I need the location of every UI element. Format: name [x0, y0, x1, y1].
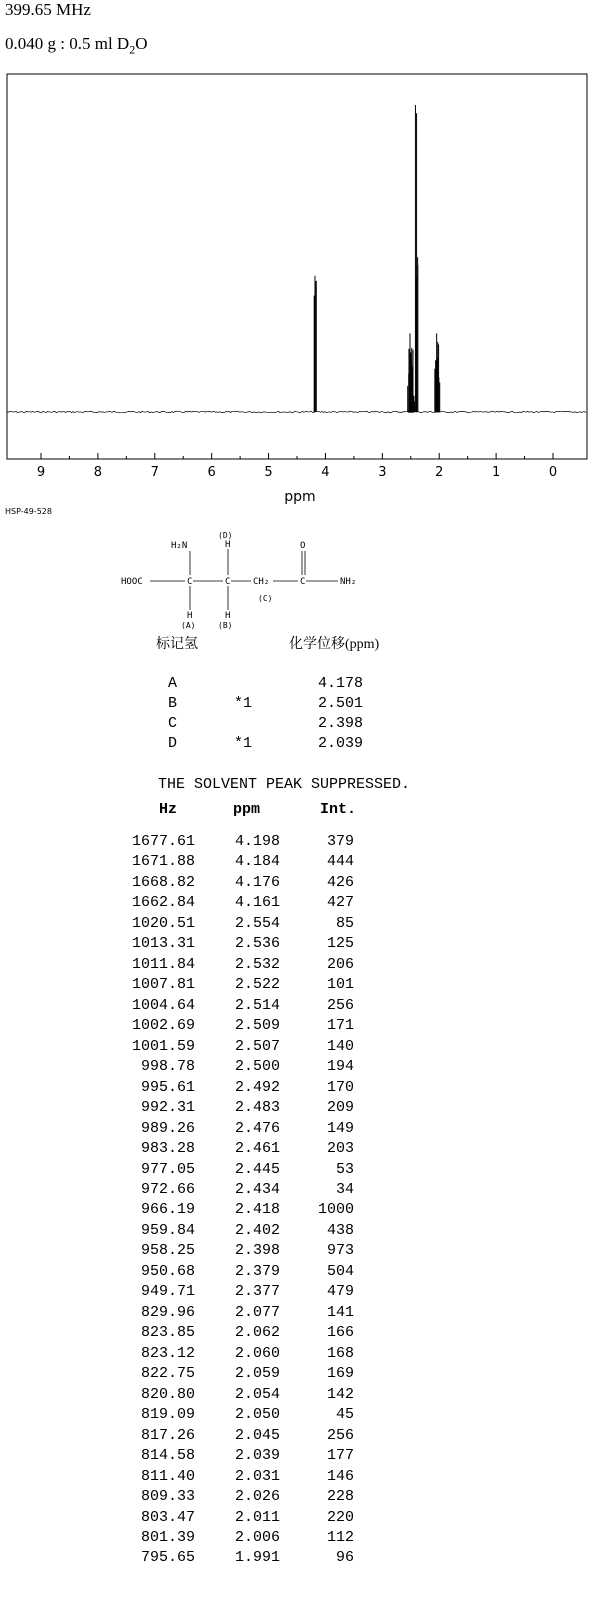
peak-int: 228: [326, 1488, 354, 1506]
peak-int: 438: [326, 1221, 354, 1239]
peak-int: 206: [326, 955, 354, 973]
peak-ppm: 2.522: [234, 976, 280, 994]
peak-int: 256: [326, 996, 354, 1014]
peak-int: 53: [335, 1160, 354, 1178]
peak-int: 166: [326, 1324, 354, 1342]
assignment-label: A: [168, 675, 178, 692]
peak-int: 220: [326, 1508, 354, 1526]
peak-hz: 1671.88: [131, 853, 195, 871]
peak-hz: 1020.51: [131, 914, 195, 932]
peak-int: 168: [326, 1344, 354, 1362]
assign-header-shift: 化学位移(ppm): [289, 637, 380, 652]
peak-ppm: 2.536: [234, 935, 280, 953]
peak-int: 45: [335, 1406, 354, 1424]
assignment-label: C: [168, 715, 178, 732]
carbon-beta: C: [225, 577, 231, 587]
x-tick-label: 3: [378, 465, 387, 480]
x-tick-label: 1: [491, 465, 501, 480]
peak-ppm: 2.039: [234, 1447, 280, 1465]
peak-hz: 1668.82: [131, 873, 195, 891]
peak-ppm: 2.461: [234, 1140, 280, 1158]
peak-int: 379: [326, 833, 354, 850]
peak-int: 177: [326, 1447, 354, 1465]
peak-ppm: 2.398: [234, 1242, 280, 1260]
peak-int: 479: [326, 1283, 354, 1301]
peak-hz: 995.61: [140, 1078, 195, 1096]
peak-hz: 801.39: [140, 1528, 195, 1546]
peak-hz: 795.65: [140, 1549, 195, 1567]
peak-hz: 822.75: [140, 1365, 195, 1383]
assignment-shift: 2.398: [318, 715, 364, 732]
bonds: [150, 549, 338, 610]
peak-ppm: 4.198: [234, 833, 280, 850]
peak-hz: 989.26: [140, 1119, 195, 1137]
peak-ppm: 2.509: [234, 1017, 280, 1035]
peak-hz: 1001.59: [131, 1037, 195, 1055]
peak-int: 194: [326, 1058, 354, 1076]
x-tick-label: 6: [207, 465, 216, 480]
assignment-note: *1: [234, 695, 253, 712]
peak-hz: 1677.61: [131, 833, 195, 850]
assign-header-label: 标记氢: [156, 637, 198, 652]
peak-hz: 998.78: [140, 1058, 195, 1076]
peak-ppm: 4.176: [234, 873, 280, 891]
baseline-trace: [7, 411, 586, 413]
spectrum-code: HSP-49-528: [5, 507, 52, 516]
peak-hz: 959.84: [140, 1221, 195, 1239]
peak-int: 209: [326, 1099, 354, 1117]
hydrogen-b: H: [225, 611, 231, 621]
peak-hz: 809.33: [140, 1488, 195, 1506]
carbonyl-carbon: C: [300, 577, 306, 587]
peak-int: 973: [326, 1242, 354, 1260]
x-tick-label: 5: [264, 465, 273, 480]
peak-int: 141: [326, 1303, 354, 1321]
x-tick-label: 7: [150, 465, 159, 480]
peak-header-ppm: ppm: [233, 801, 261, 818]
peak-int: 149: [326, 1119, 354, 1137]
peak-int: 169: [326, 1365, 354, 1383]
peak-int: 125: [326, 935, 354, 953]
peak-ppm: 2.507: [234, 1037, 280, 1055]
x-tick-label: 2: [435, 465, 444, 480]
peak-hz: 820.80: [140, 1385, 195, 1403]
peak-int: 427: [326, 894, 354, 912]
assignment-shift: 2.039: [318, 735, 364, 752]
peak-hz: 958.25: [140, 1242, 195, 1260]
peak-hz: 950.68: [140, 1262, 195, 1280]
assignment-shift: 4.178: [318, 675, 364, 692]
peak-ppm: 2.060: [234, 1344, 280, 1362]
assignment-label: D: [168, 735, 178, 752]
spectrum-peaks: [314, 105, 440, 412]
peak-ppm: 2.492: [234, 1078, 280, 1096]
x-tick-label: 4: [321, 465, 330, 480]
peak-int: 1000: [317, 1201, 354, 1219]
peak-ppm: 2.379: [234, 1262, 280, 1280]
peak-hz: 1004.64: [131, 996, 195, 1014]
peak-header-int: Int.: [320, 801, 357, 818]
spectrum-baseline: [7, 411, 586, 413]
spectrometer-frequency: 399.65 MHz: [5, 0, 91, 19]
peak-int: 96: [335, 1549, 354, 1567]
peak-ppm: 2.011: [234, 1508, 280, 1526]
peak-ppm: 2.006: [234, 1528, 280, 1546]
label-c: (C): [258, 594, 273, 603]
peak-hz: 817.26: [140, 1426, 195, 1444]
peak-ppm: 2.054: [234, 1385, 280, 1403]
amide-nh2: NH₂: [340, 577, 357, 587]
peak-hz: 829.96: [140, 1303, 195, 1321]
peak-hz: 977.05: [140, 1160, 195, 1178]
peak-ppm: 2.483: [234, 1099, 280, 1117]
hydrogen-a: H: [187, 611, 193, 621]
plot-frame: [7, 74, 587, 459]
peak-ppm: 2.514: [234, 996, 280, 1014]
x-tick-label: 8: [93, 465, 103, 480]
peak-hz: 819.09: [140, 1406, 195, 1424]
peak-int: 146: [326, 1467, 354, 1485]
label-b: (B): [218, 621, 233, 630]
peak-int: 34: [335, 1180, 354, 1198]
peak-int: 101: [326, 976, 354, 994]
peak-int: 112: [326, 1528, 354, 1546]
peak-ppm: 2.031: [234, 1467, 280, 1485]
sample-concentration-prefix: 0.040 g : 0.5 ml D: [5, 34, 130, 53]
peak-ppm: 2.026: [234, 1488, 280, 1506]
hydrogen-d: H: [225, 540, 231, 550]
peak-ppm: 2.500: [234, 1058, 280, 1076]
nmr-spectrum-chart: [0, 0, 595, 505]
peak-header-hz: Hz: [159, 801, 178, 818]
assignment-label: B: [168, 695, 178, 712]
sample-concentration-suffix: O: [135, 34, 148, 53]
peak-ppm: 2.402: [234, 1221, 280, 1239]
peak-int: 256: [326, 1426, 354, 1444]
peak-hz: 823.85: [140, 1324, 195, 1342]
carbonyl-oxygen: O: [300, 541, 306, 551]
peak-ppm: 4.161: [234, 894, 280, 912]
peak-ppm: 2.045: [234, 1426, 280, 1444]
peak-hz: 1013.31: [131, 935, 195, 953]
solvent-note: THE SOLVENT PEAK SUPPRESSED.: [158, 776, 411, 793]
x-ticks: [37, 453, 557, 480]
peak-hz: 1011.84: [131, 955, 195, 973]
peak-hz: 949.71: [140, 1283, 195, 1301]
peak-ppm: 2.077: [234, 1303, 280, 1321]
peak-hz: 966.19: [140, 1201, 195, 1219]
peak-ppm: 1.991: [234, 1549, 280, 1567]
peak-ppm: 2.062: [234, 1324, 280, 1342]
peak-hz: 803.47: [140, 1508, 195, 1526]
peak-ppm: 2.050: [234, 1406, 280, 1424]
methylene-group: CH₂: [253, 577, 270, 587]
peak-int: 444: [326, 853, 354, 871]
peak-int: 85: [335, 914, 354, 932]
assignment-note: *1: [234, 735, 253, 752]
x-axis-label: ppm: [284, 489, 316, 505]
amine-group: H₂N: [171, 541, 188, 551]
peak-ppm: 2.059: [234, 1365, 280, 1383]
peak-hz: 814.58: [140, 1447, 195, 1465]
peak-ppm: 4.184: [234, 853, 280, 871]
peak-hz: 983.28: [140, 1140, 195, 1158]
peak-int: 504: [326, 1262, 354, 1280]
peak-hz: 992.31: [140, 1099, 195, 1117]
hooc-group: HOOC: [121, 577, 143, 587]
peak-ppm: 2.434: [234, 1180, 280, 1198]
peak-ppm: 2.554: [234, 914, 280, 932]
peak-int: 426: [326, 873, 354, 891]
peak-hz: 823.12: [140, 1344, 195, 1362]
peak-ppm: 2.532: [234, 955, 280, 973]
peak-int: 203: [326, 1140, 354, 1158]
peak-ppm: 2.377: [234, 1283, 280, 1301]
peak-hz: 811.40: [140, 1467, 195, 1485]
assignment-shift: 2.501: [318, 695, 364, 712]
sample-concentration-subscript: 2: [129, 42, 136, 57]
label-d: (D): [218, 531, 233, 540]
peak-ppm: 2.418: [234, 1201, 280, 1219]
peak-hz: 1662.84: [131, 894, 195, 912]
peak-int: 142: [326, 1385, 354, 1403]
carbon-alpha: C: [187, 577, 193, 587]
peak-hz: 1002.69: [131, 1017, 195, 1035]
peak-ppm: 2.476: [234, 1119, 280, 1137]
peak-int: 140: [326, 1037, 354, 1055]
peak-hz: 1007.81: [131, 976, 195, 994]
label-a: (A): [181, 621, 196, 630]
peak-int: 171: [326, 1017, 354, 1035]
peak-int: 170: [326, 1078, 354, 1096]
peak-ppm: 2.445: [234, 1160, 280, 1178]
peak-hz: 972.66: [140, 1180, 195, 1198]
x-tick-label: 0: [548, 465, 558, 480]
x-tick-label: 9: [36, 465, 46, 480]
